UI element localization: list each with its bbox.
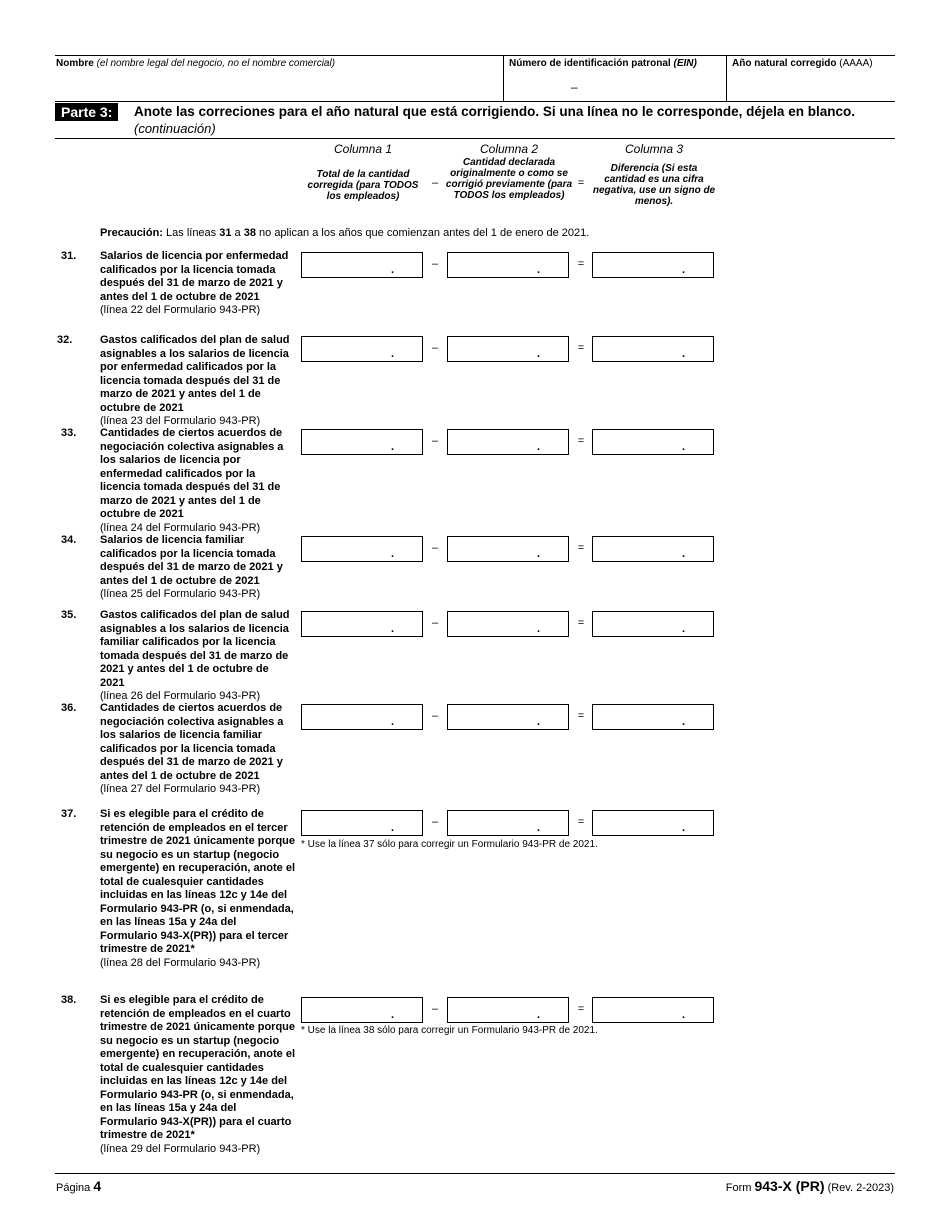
line-37-column-1-input[interactable]: . <box>301 810 423 836</box>
line-number: 33. <box>61 427 77 439</box>
line-38-column-3-input[interactable]: . <box>592 997 714 1023</box>
line-33-column-1-input[interactable]: . <box>301 429 423 455</box>
equals-sign: = <box>577 258 585 270</box>
header-divider <box>726 55 727 101</box>
line-32-column-1-input[interactable]: . <box>301 336 423 362</box>
line-number: 37. <box>61 808 77 820</box>
line-31-column-3-input[interactable]: . <box>592 252 714 278</box>
line-description: Cantidades de ciertos acuerdos de negociación colectiva asignables a los salarios de licencia familiar calificados por la licencia tomada después del 31 de marzo de 2021 y antes del 1 de octubre de 2021 (línea 27 del Formulario 943-PR) <box>100 702 284 795</box>
minus-sign: – <box>431 710 439 722</box>
caution-text: Precaución: Las líneas 31 a 38 no aplican a los años que comienzan antes del 1 de enero de 2021. <box>100 227 590 239</box>
line-35-column-2-input[interactable]: . <box>447 611 569 637</box>
minus-sign: – <box>431 258 439 270</box>
line-number: 35. <box>61 609 77 621</box>
line-34-column-3-input[interactable]: . <box>592 536 714 562</box>
form-id: Form 943-X (PR) (Rev. 2-2023) <box>725 1178 894 1194</box>
name-field-label: Nombre (el nombre legal del negocio, no el nombre comercial) <box>56 58 336 69</box>
column-1-name: Columna 1 <box>333 142 393 156</box>
line-34-column-1-input[interactable]: . <box>301 536 423 562</box>
equals-sign: = <box>577 617 585 629</box>
line-32-column-2-input[interactable]: . <box>447 336 569 362</box>
part-title: Anote las correciones para el año natural que está corrigiendo. Si una línea no le corresponde, déjela en blanco. <box>134 104 855 119</box>
line-description: Gastos calificados del plan de salud asignables a los salarios de licencia por enfermedad calificados por la licencia tomada después del 31 de marzo de 2021 y antes del 1 de octubre de 2021 (línea 23 del Formulario 943-PR) <box>100 334 290 427</box>
part-continuation: (continuación) <box>134 121 216 136</box>
line-33-column-2-input[interactable]: . <box>447 429 569 455</box>
footer-rule <box>55 1173 895 1174</box>
line-32-column-3-input[interactable]: . <box>592 336 714 362</box>
line-38-column-2-input[interactable]: . <box>447 997 569 1023</box>
minus-sign: – <box>431 617 439 629</box>
line-36-column-2-input[interactable]: . <box>447 704 569 730</box>
top-rule <box>55 55 895 56</box>
equals-sign: = <box>577 342 585 354</box>
line-37-column-3-input[interactable]: . <box>592 810 714 836</box>
column-3-desc: Diferencia (Si esta cantidad es una cifra negativa, use un signo de menos). <box>592 163 716 207</box>
minus-sign: – <box>431 435 439 447</box>
part-badge: Parte 3: <box>55 103 118 121</box>
line-description: Salarios de licencia familiar calificados por la licencia tomada después del 31 de marzo de 2021 y antes del 1 de octubre de 2021 (línea 25 del Formulario 943-PR) <box>100 534 283 600</box>
ein-dash: – <box>571 80 578 94</box>
minus-sign: – <box>431 1003 439 1015</box>
line-number: 31. <box>61 250 77 262</box>
page-number: Página 4 <box>56 1178 102 1194</box>
equals-sign: = <box>577 710 585 722</box>
line-33-column-3-input[interactable]: . <box>592 429 714 455</box>
line-description: Si es elegible para el crédito de retención de empleados en el tercer trimestre de 2021 únicamente porque su negocio es un startup (negocio emergente) en recuperación, anote el total de cualesquier cantidades incluidas en las líneas 12c y 14e del Formulario 943-PR (o, si enmendada, en las líneas 15a y 24a del Formulario 943-X(PR)) para el tercer trimestre de 2021* (línea 28 del Formulario 943-PR) <box>100 808 296 969</box>
part-title-rule <box>55 138 895 139</box>
header-bottom-rule <box>55 101 895 102</box>
line-number: 32. <box>57 334 73 346</box>
line-31-column-1-input[interactable]: . <box>301 252 423 278</box>
line-description: Salarios de licencia por enfermedad calificados por la licencia tomada después del 31 de marzo de 2021 y antes del 1 de octubre de 2021 (línea 22 del Formulario 943-PR) <box>100 250 289 316</box>
year-field-label: Año natural corregido (AAAA) <box>732 58 873 69</box>
line-number: 36. <box>61 702 77 714</box>
line-number: 34. <box>61 534 77 546</box>
line-description: Cantidades de ciertos acuerdos de negociación colectiva asignables a los salarios de licencia por enfermedad calificados por la licencia tomada después del 31 de marzo de 2021 y antes del 1 de octubre de 2021 (línea 24 del Formulario 943-PR) <box>100 427 284 534</box>
minus-sign: – <box>431 542 439 554</box>
line-number: 38. <box>61 994 77 1006</box>
line-36-column-3-input[interactable]: . <box>592 704 714 730</box>
line-35-column-1-input[interactable]: . <box>301 611 423 637</box>
header-divider <box>503 55 504 101</box>
line-34-column-2-input[interactable]: . <box>447 536 569 562</box>
header-minus: – <box>431 177 439 189</box>
minus-sign: – <box>431 342 439 354</box>
equals-sign: = <box>577 816 585 828</box>
equals-sign: = <box>577 542 585 554</box>
line-35-column-3-input[interactable]: . <box>592 611 714 637</box>
header-equals: = <box>577 177 585 189</box>
equals-sign: = <box>577 1003 585 1015</box>
ein-field-label: Número de identificación patronal (EIN) <box>509 58 697 69</box>
column-3-name: Columna 3 <box>624 142 684 156</box>
name-field[interactable] <box>56 72 500 98</box>
year-field[interactable] <box>732 72 892 98</box>
minus-sign: – <box>431 816 439 828</box>
column-1-desc: Total de la cantidad corregida (para TODOS los empleados) <box>307 169 419 202</box>
column-2-desc: Cantidad declarada originalmente o como se corrigió previamente (para TODOS los empleados) <box>445 157 573 201</box>
line-description: Gastos calificados del plan de salud asignables a los salarios de licencia familiar calificados por la licencia tomada después del 31 de marzo de 2021 y antes del 1 de octubre de 2021 (línea 26 del Formulario 943-PR) <box>100 609 290 702</box>
ein-field[interactable] <box>509 72 721 98</box>
column-2-name: Columna 2 <box>479 142 539 156</box>
line-38-note: * Use la línea 38 sólo para corregir un Formulario 943-PR de 2021. <box>301 1025 598 1036</box>
line-38-column-1-input[interactable]: . <box>301 997 423 1023</box>
line-36-column-1-input[interactable]: . <box>301 704 423 730</box>
line-31-column-2-input[interactable]: . <box>447 252 569 278</box>
line-37-note: * Use la línea 37 sólo para corregir un Formulario 943-PR de 2021. <box>301 839 598 850</box>
line-37-column-2-input[interactable]: . <box>447 810 569 836</box>
equals-sign: = <box>577 435 585 447</box>
line-description: Si es elegible para el crédito de retención de empleados en el cuarto trimestre de 2021 únicamente porque su negocio es un startup (negocio emergente) en recuperación, anote el total de cualesquier cantidades incluidas en las líneas 12c y 14e del Formulario 943-PR (o, si enmendada, en las líneas 15a y 24a del Formulario 943-X(PR)) para el cuarto trimestre de 2021* (línea 29 del Formulario 943-PR) <box>100 994 296 1155</box>
